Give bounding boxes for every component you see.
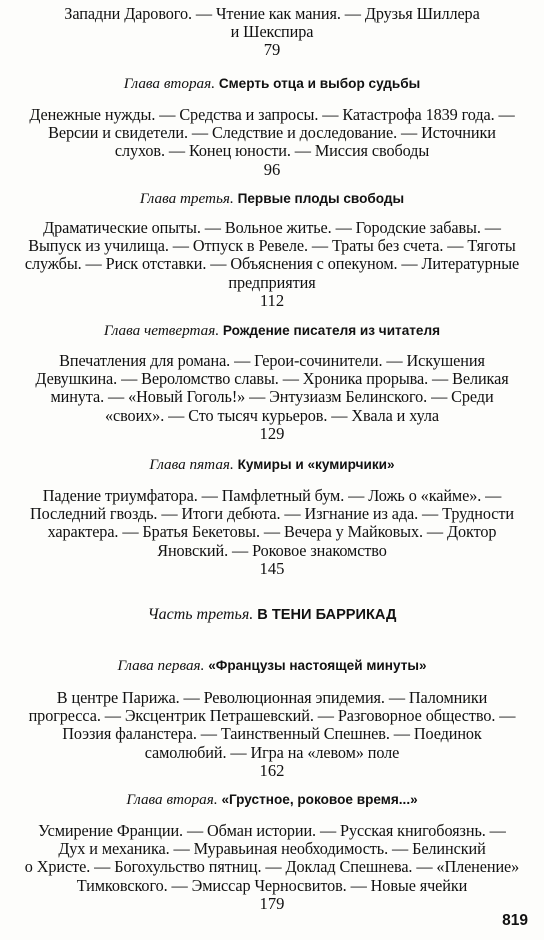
toc-line: Поэзия фаланстера. — Таинственный Спешнев. — Поединок [62, 724, 482, 744]
part-heading [0, 606, 544, 624]
toc-entry-p3ch1 [0, 689, 544, 780]
toc-entry-ch2 [0, 106, 544, 179]
chapter-heading [0, 190, 544, 208]
toc-page-number: 162 [259, 760, 285, 780]
chapter-heading [0, 657, 544, 675]
toc-line: Денежные нужды. — Средства и запросы. — Катастрофа 1839 года. — [29, 105, 515, 124]
part-label: Часть третья. [147, 606, 254, 623]
part-title: В ТЕНИ БАРРИКАД [257, 607, 397, 623]
toc-line: о Христе. — Богохульство пятниц. — Доклад Спешнева. — «Пленение» [24, 857, 520, 877]
toc-line: характера. — Братья Бекетовы. — Вечера у Майковых. — Доктор [47, 522, 497, 542]
toc-line: Девушкина. — Вероломство славы. — Хроника прорыва. — Великая [35, 369, 509, 389]
toc-page-number: 129 [259, 423, 285, 443]
toc-line: В центре Парижа. — Революционная эпидемия. — Паломники [56, 688, 488, 707]
chapter-label: Глава вторая. [126, 791, 218, 808]
chapter-heading [0, 75, 544, 93]
toc-line: «своих». — Сто тысяч курьеров. — Хвала и хула [104, 405, 439, 425]
toc-line: Версии и свидетели. — Следствие и доследование. — Источники [48, 123, 496, 143]
toc-line: Драматические опыты. — Вольное житье. — Городские забавы. — [43, 218, 501, 237]
toc-line: Последний гвоздь. — Итоги дебюта. — Изгнание из ада. — Трудности [30, 504, 514, 524]
chapter-title: Смерть отца и выбор судьбы [218, 76, 421, 91]
chapter-heading [0, 322, 544, 340]
toc-entry-ch4 [0, 352, 544, 443]
chapter-title: Кумиры и «кумирчики» [237, 457, 395, 472]
toc-line: Дух и механика. — Муравьиная необходимость. — Белинский [58, 839, 486, 859]
chapter-label: Глава вторая. [123, 75, 216, 92]
chapter-title: «Грустное, роковое время...» [221, 792, 418, 807]
chapter-label: Глава третья. [139, 190, 234, 207]
toc-page-number: 179 [259, 893, 285, 913]
toc-line: Впечатления для романа. — Герои-сочинители. — Искушения [59, 351, 485, 370]
folio-page-number: 819 [502, 912, 528, 929]
toc-line: службы. — Риск отставки. — Объяснения с опекуном. — Литературные [24, 254, 520, 274]
chapter-title: Рождение писателя из читателя [222, 323, 441, 338]
toc-line: Тимковского. — Эмиссар Черносвитов. — Новые ячейки [76, 875, 468, 895]
toc-page-number: 112 [259, 290, 285, 310]
toc-line: Яновский. — Роковое знакомство [157, 540, 387, 560]
toc-page-number: 145 [259, 558, 285, 578]
toc-entry-ch5 [0, 487, 544, 578]
toc-line: Усмирение Франции. — Обман истории. — Русская книгобоязнь. — [38, 821, 506, 840]
toc-entry-ch3 [0, 219, 544, 310]
toc-line: минута. — «Новый Гоголь!» — Энтузиазм Белинского. — Среди [50, 387, 494, 407]
chapter-title: Первые плоды свободы [237, 191, 405, 206]
toc-page-number: 79 [263, 40, 281, 60]
toc-line: предприятия [228, 272, 316, 292]
toc-line: слухов. — Конец юности. — Миссия свободы [114, 141, 430, 161]
toc-entry-p3ch2 [0, 822, 544, 913]
toc-entry-top [0, 5, 544, 60]
toc-line: самолюбий. — Игра на «левом» поле [144, 742, 400, 762]
chapter-label: Глава четвертая. [103, 322, 220, 339]
chapter-label: Глава пятая. [149, 456, 234, 473]
toc-line: Падение триумфатора. — Памфлетный бум. — Ложь о «кайме». — [42, 486, 502, 505]
chapter-title: «Французы настоящей минуты» [208, 658, 427, 673]
chapter-label: Глава первая. [117, 657, 205, 674]
toc-line: Выпуск из училища. — Отпуск в Ревеле. — Траты без счета. — Тяготы [28, 236, 516, 256]
chapter-heading [0, 791, 544, 809]
toc-line: прогресса. — Эксцентрик Петрашевский. — Разговорное общество. — [28, 706, 516, 726]
chapter-heading [0, 456, 544, 474]
toc-line: Западни Дарового. — Чтение как мания. — Друзья Шиллера [64, 4, 480, 23]
toc-line: и Шекспира [230, 22, 314, 42]
toc-page-number: 96 [263, 159, 281, 179]
